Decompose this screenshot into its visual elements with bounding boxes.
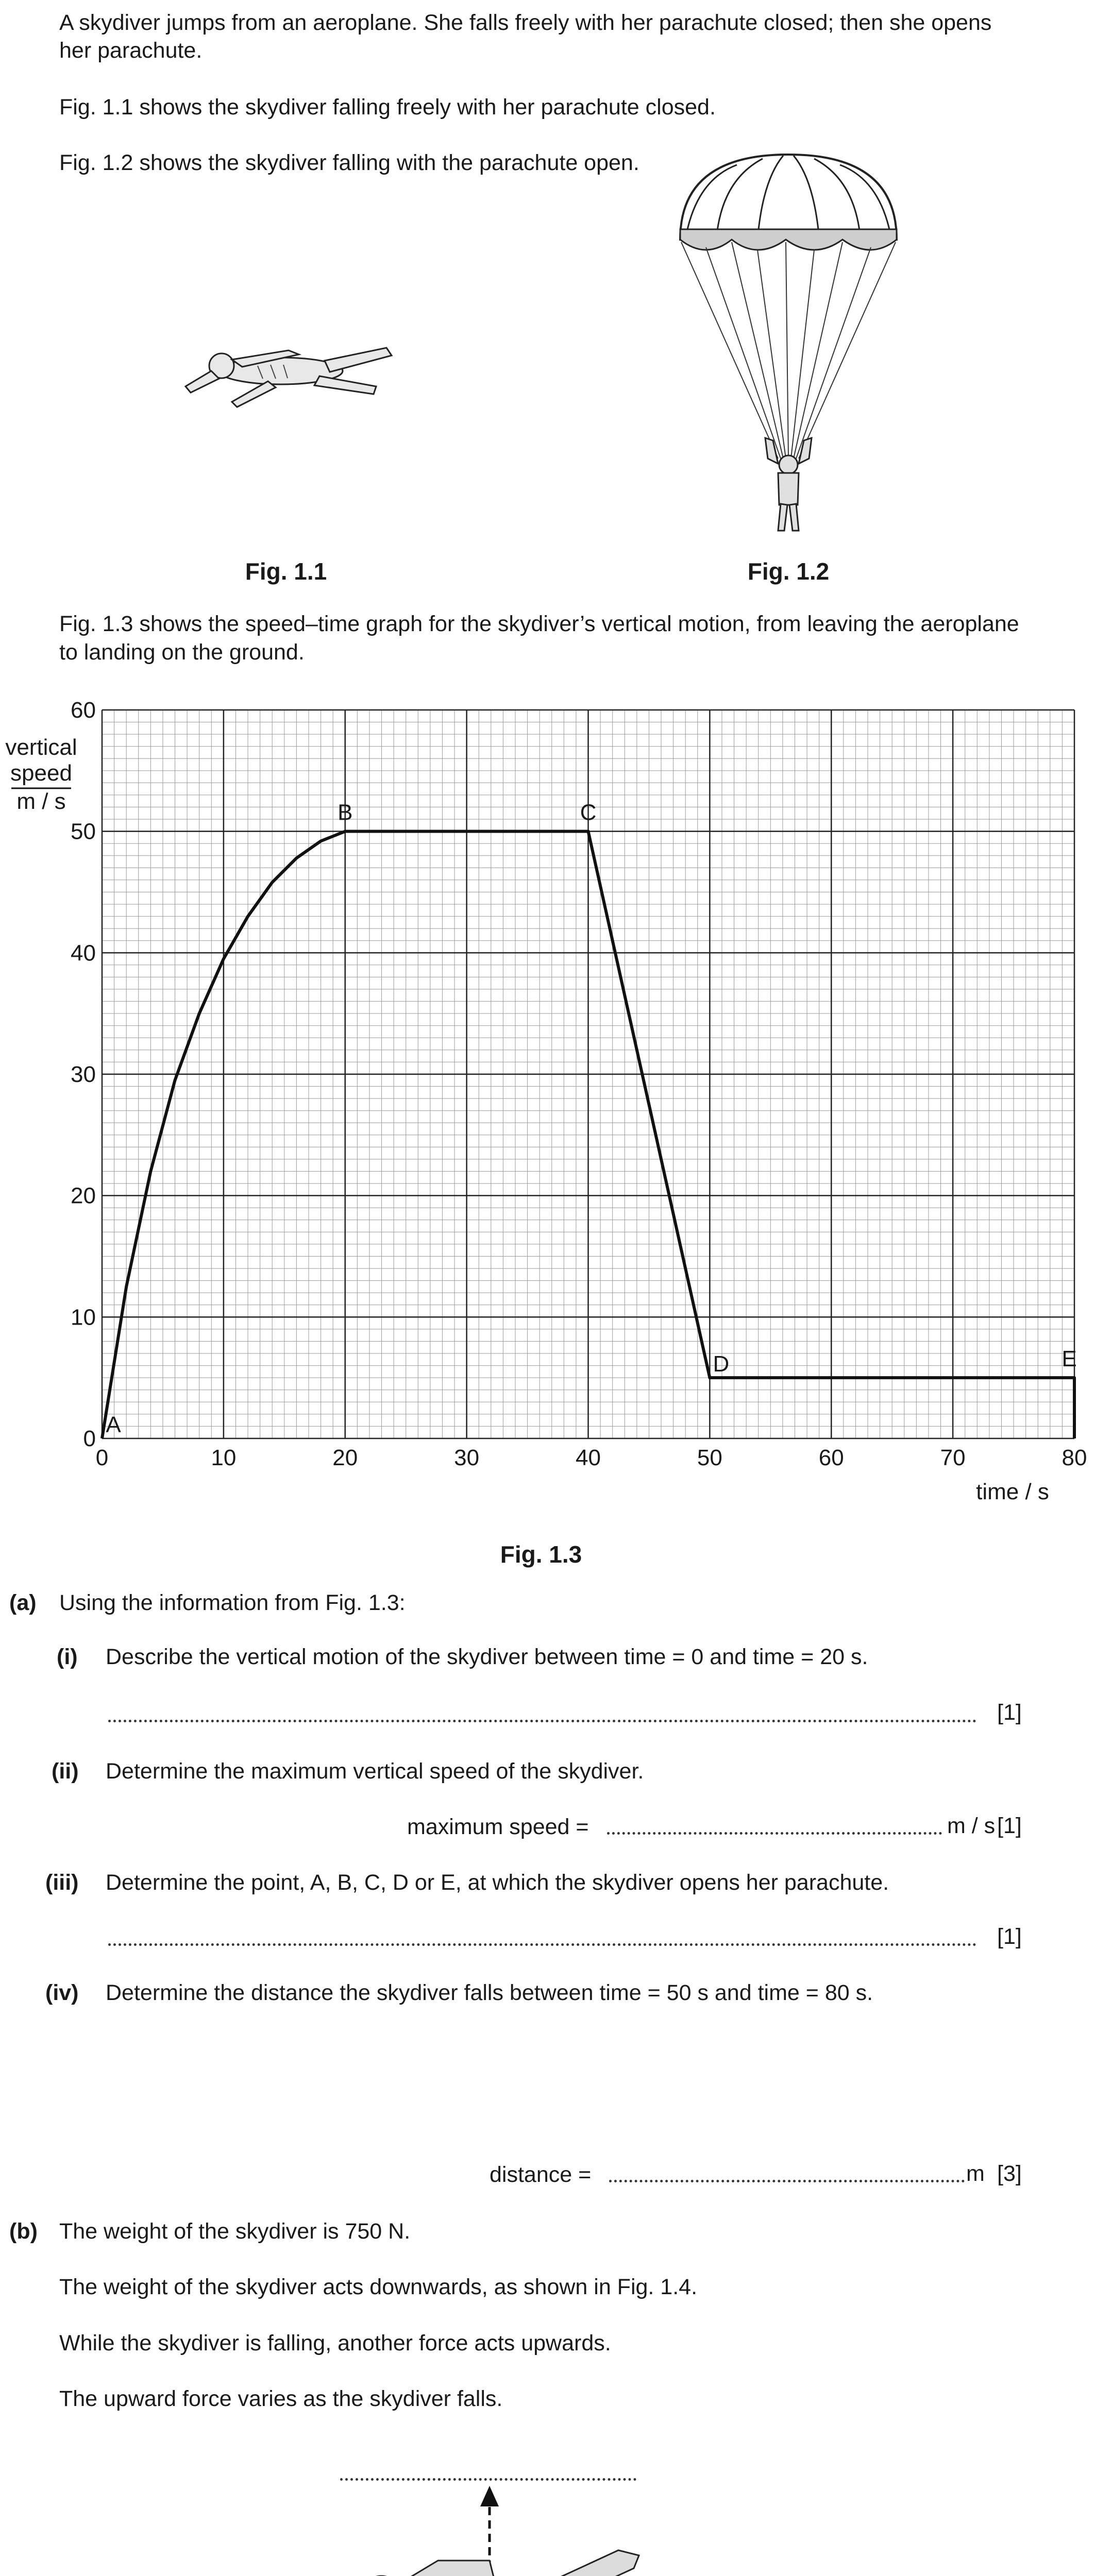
unit-a-iv: m	[966, 2161, 985, 2186]
skydiver-freefall-illustration	[170, 330, 402, 422]
intro-line-2: Fig. 1.1 shows the skydiver falling freely with her parachute closed.	[59, 95, 716, 120]
x-tick-label: 10	[211, 1445, 237, 1470]
y-axis-label-line: vertical	[5, 735, 77, 760]
part-b-line-3: While the skydiver is falling, another force acts upwards.	[59, 2331, 611, 2355]
y-tick-label: 50	[71, 819, 96, 844]
part-a-label: (a)	[9, 1590, 37, 1615]
y-tick-label: 40	[71, 940, 96, 966]
intro-line-3: Fig. 1.2 shows the skydiver falling with the parachute open.	[59, 150, 639, 175]
part-a-iv-text: Determine the distance the skydiver falls between time = 50 s and time = 80 s.	[106, 1980, 873, 2005]
marks-a-iii: [1]	[997, 1924, 1022, 1949]
part-a-i-text: Describe the vertical motion of the skydiver between time = 0 and time = 20 s.	[106, 1645, 868, 1669]
parachute-illustration	[675, 149, 902, 531]
point-label-c: C	[580, 800, 597, 825]
point-label-b: B	[338, 800, 353, 825]
part-a-iv-label: (iv)	[45, 1980, 79, 2005]
x-tick-label: 0	[95, 1445, 109, 1470]
x-tick-label: 40	[576, 1445, 601, 1470]
point-label-a: A	[106, 1412, 121, 1437]
part-b-line-4: The upward force varies as the skydiver falls.	[59, 2386, 503, 2411]
x-tick-label: 80	[1062, 1445, 1087, 1470]
y-tick-label: 0	[83, 1426, 96, 1451]
graph-intro-line-2: to landing on the ground.	[59, 640, 305, 665]
point-label-e: E	[1062, 1346, 1077, 1372]
y-tick-label: 10	[71, 1304, 96, 1330]
point-label-d: D	[713, 1351, 730, 1377]
force-diagram	[309, 2483, 690, 2576]
fig-1-3-caption: Fig. 1.3	[500, 1541, 582, 1568]
y-tick-label: 30	[71, 1062, 96, 1087]
answer-line-a-ii[interactable]	[607, 1832, 942, 1835]
y-axis-label-line: speed	[10, 760, 72, 786]
x-axis-label: time / s	[976, 1479, 1049, 1504]
x-tick-label: 60	[818, 1445, 844, 1470]
distance-label: distance =	[490, 2162, 592, 2187]
part-a-stem: Using the information from Fig. 1.3:	[59, 1590, 406, 1615]
marks-a-iv: [3]	[997, 2161, 1022, 2186]
part-a-ii-label: (ii)	[52, 1759, 79, 1784]
fig-1-2-caption: Fig. 1.2	[747, 558, 830, 585]
y-tick-label: 60	[71, 698, 96, 723]
fig-1-1-caption: Fig. 1.1	[245, 558, 327, 585]
part-a-i-label: (i)	[57, 1645, 78, 1669]
part-a-iii-text: Determine the point, A, B, C, D or E, at which the skydiver opens her parachute.	[106, 1870, 889, 1895]
x-tick-label: 30	[454, 1445, 480, 1470]
answer-line-a-iv[interactable]	[609, 2180, 965, 2182]
graph-intro-line-1: Fig. 1.3 shows the speed–time graph for the skydiver’s vertical motion, from leaving the aeroplane	[59, 612, 1019, 636]
x-tick-label: 50	[697, 1445, 722, 1470]
y-tick-label: 20	[71, 1183, 96, 1209]
marks-a-i: [1]	[997, 1700, 1022, 1725]
x-tick-label: 20	[332, 1445, 358, 1470]
answer-line-a-iii[interactable]	[108, 1943, 976, 1946]
intro-line-1: A skydiver jumps from an aeroplane. She falls freely with her parachute closed; then she opens	[59, 10, 992, 35]
y-axis-label-line: m / s	[16, 789, 66, 814]
part-a-iii-label: (iii)	[45, 1870, 79, 1895]
part-a-ii-text: Determine the maximum vertical speed of the skydiver.	[106, 1759, 644, 1784]
intro-line-1b: her parachute.	[59, 38, 203, 63]
x-tick-label: 70	[940, 1445, 966, 1470]
marks-a-ii: [1]	[997, 1814, 1022, 1838]
part-b-line-1: The weight of the skydiver is 750 N.	[59, 2219, 411, 2244]
unit-a-ii: m / s	[947, 1814, 996, 1838]
speed-time-graph	[0, 685, 1095, 1520]
upward-force-dotted-line[interactable]	[340, 2478, 636, 2481]
part-b-line-2: The weight of the skydiver acts downwards, as shown in Fig. 1.4.	[59, 2275, 698, 2299]
answer-line-a-i[interactable]	[108, 1720, 976, 1722]
upward-arrow-head-icon	[480, 2486, 499, 2506]
part-b-label: (b)	[9, 2219, 38, 2244]
maximum-speed-label: maximum speed =	[407, 1815, 589, 1839]
